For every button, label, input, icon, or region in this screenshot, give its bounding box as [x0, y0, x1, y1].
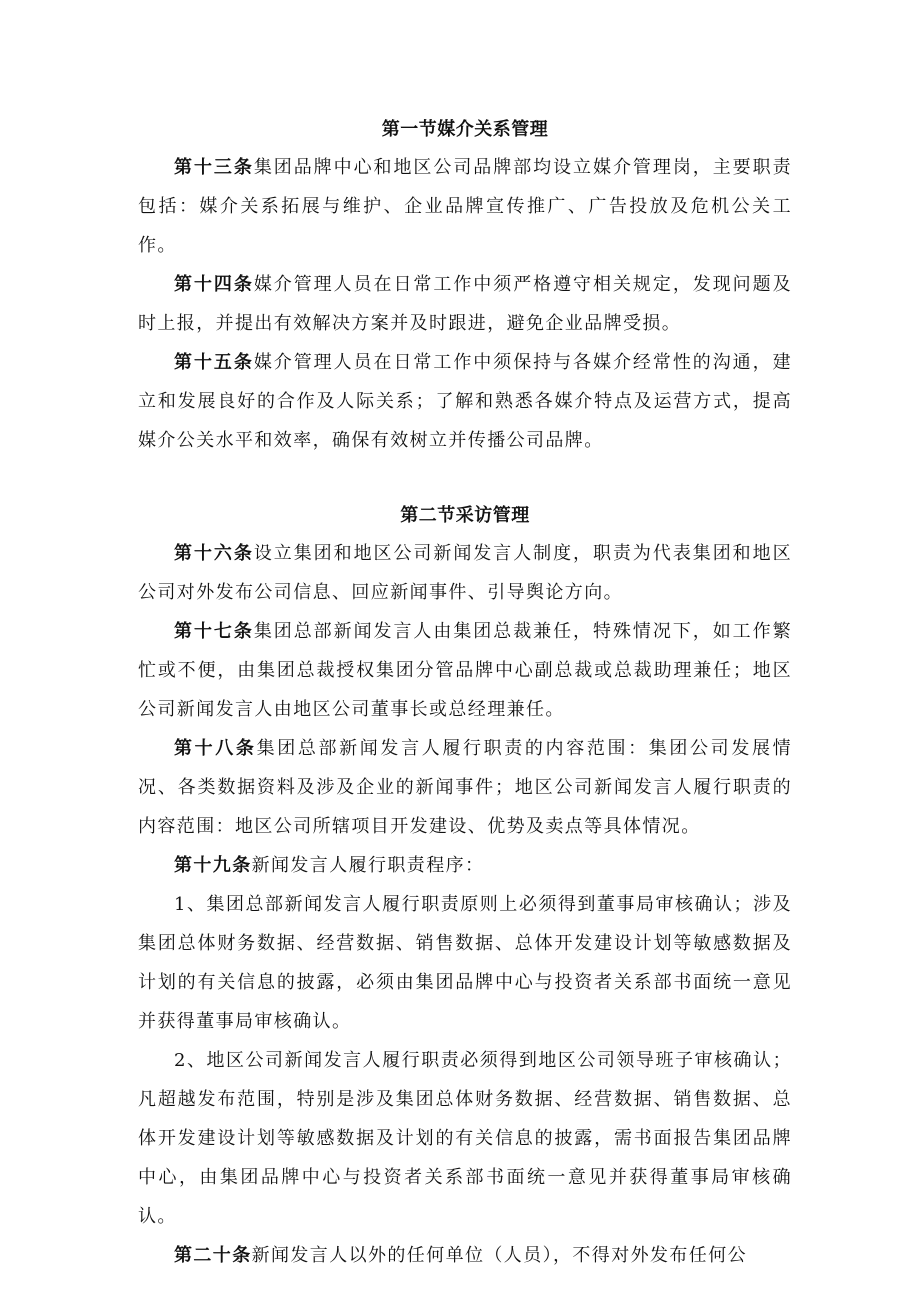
article-paragraph: [138, 265, 792, 343]
document-page: [138, 112, 792, 1275]
article-number: 第十八条: [174, 738, 257, 759]
article-paragraph: [138, 343, 792, 460]
article-text: 新闻发言人履行职责程序：: [251, 855, 485, 876]
article-text: 集团总部新闻发言人履行职责的内容范围：集团公司发展情况、各类数据资料及涉及企业的新闻事件；地区公司新闻发言人履行职责的内容范围：地区公司所辖项目开发建设、优势及卖点等具体情况。: [138, 738, 792, 837]
list-item-text: 2、地区公司新闻发言人履行职责必须得到地区公司领导班子审核确认；凡超越发布范围，特别是涉及集团总体财务数据、经营数据、销售数据、总体开发建设计划等敏感数据及计划的有关信息的披露，需书面报告集团品牌中心，由集团品牌中心与投资者关系部书面统一意见并获得董事局审核确认。: [138, 1050, 792, 1227]
article-paragraph: [138, 534, 792, 612]
list-item-paragraph: [138, 1041, 792, 1236]
article-number: 第二十条: [174, 1245, 252, 1266]
article-text: 集团品牌中心和地区公司品牌部均设立媒介管理岗，主要职责包括：媒介关系拓展与维护、企业品牌宣传推广、广告投放及危机公关工作。: [138, 157, 792, 256]
article-paragraph: [138, 846, 792, 885]
section-title: 第一节媒介关系管理: [381, 119, 549, 140]
article-paragraph: [138, 148, 792, 265]
article-text: 媒介管理人员在日常工作中须保持与各媒介经常性的沟通，建立和发展良好的合作及人际关系；了解和熟悉各媒介特点及运营方式，提高媒介公关水平和效率，确保有效树立并传播公司品牌。: [138, 352, 792, 451]
article-paragraph: [138, 729, 792, 846]
article-text: 设立集团和地区公司新闻发言人制度，职责为代表集团和地区公司对外发布公司信息、回应新闻事件、引导舆论方向。: [138, 543, 792, 603]
article-paragraph: [138, 612, 792, 729]
list-item-text: 1、集团总部新闻发言人履行职责原则上必须得到董事局审核确认；涉及集团总体财务数据、经营数据、销售数据、总体开发建设计划等敏感数据及计划的有关信息的披露，必须由集团品牌中心与投资者关系部书面统一意见并获得董事局审核确认。: [138, 894, 792, 1032]
article-paragraph: [138, 1236, 792, 1275]
article-number: 第十九条: [174, 855, 252, 876]
article-number: 第十三条: [174, 157, 254, 178]
article-text: 集团总部新闻发言人由集团总裁兼任，特殊情况下，如工作繁忙或不便，由集团总裁授权集团分管品牌中心副总裁或总裁助理兼任；地区公司新闻发言人由地区公司董事长或总经理兼任。: [138, 621, 792, 720]
article-text: 新闻发言人以外的任何单位（人员），不得对外发布任何公: [251, 1245, 748, 1266]
section-title: 第二节采访管理: [400, 505, 530, 526]
article-number: 第十五条: [174, 352, 254, 373]
article-number: 第十七条: [174, 621, 254, 642]
article-text: 媒介管理人员在日常工作中须严格遵守相关规定，发现问题及时上报，并提出有效解决方案并及时跟进，避免企业品牌受损。: [138, 274, 792, 334]
article-number: 第十六条: [174, 543, 254, 564]
list-item-paragraph: [138, 885, 792, 1041]
article-number: 第十四条: [174, 274, 254, 295]
